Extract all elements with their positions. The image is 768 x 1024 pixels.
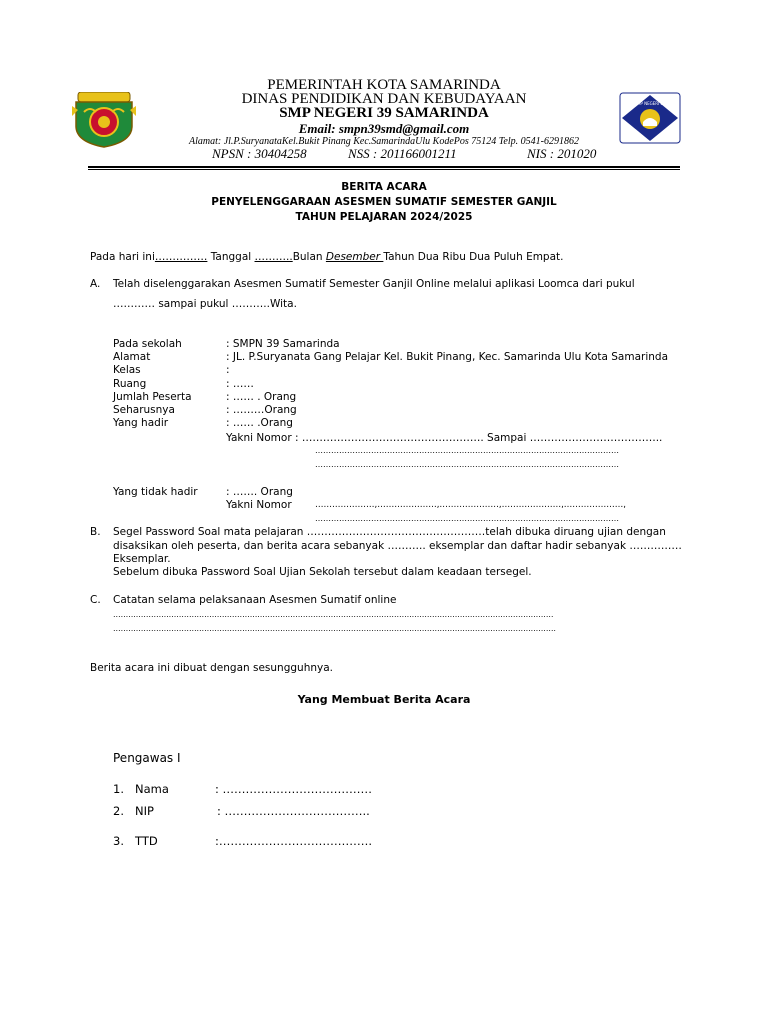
day-blank: …………… bbox=[154, 251, 208, 263]
section-c-dots-2: …………………………………………………………………………………………………………………………………………………………. bbox=[113, 624, 556, 633]
yakni-nomor-label-2: Yakni Nomor bbox=[226, 499, 292, 511]
date-blank: ……….. bbox=[254, 251, 293, 263]
nama-label: Nama bbox=[135, 782, 169, 796]
section-a-line1: Telah diselenggarakan Asesmen Sumatif Semester Ganjil Online melalui aplikasi Loomca dari pukul bbox=[113, 278, 635, 290]
item-number-1: 1. bbox=[113, 782, 124, 796]
letterhead-email: Email: smpn39smd@gmail.com bbox=[298, 121, 470, 136]
item-number-2: 2. bbox=[113, 804, 124, 818]
item-number-3: 3. bbox=[113, 834, 124, 848]
ttd-label: TTD bbox=[135, 834, 158, 848]
npsn: NPSN : 30404258 bbox=[212, 146, 307, 161]
hadir-value: : …… .Orang bbox=[226, 417, 293, 429]
letterhead-address: Alamat: Jl.P.SuryanataKel.Bukit Pinang Kec.SamarindaUlu KodePos 75124 Telp. 0541-6291862 bbox=[189, 136, 579, 147]
nip-value: : ……………………………….. bbox=[217, 804, 370, 818]
seharusnya-label: Seharusnya bbox=[113, 404, 175, 416]
dots-line-1: …………………………………………………………………………………………………… bbox=[315, 446, 619, 455]
section-a-letter: A. bbox=[90, 278, 101, 290]
letterhead-rule-thick bbox=[88, 166, 680, 168]
sekolah-label: Pada sekolah bbox=[113, 338, 182, 350]
jumlah-label: Jumlah Peserta bbox=[113, 391, 192, 403]
section-b-letter: B. bbox=[90, 526, 101, 538]
ttd-value: :…………………………………. bbox=[215, 834, 373, 848]
closing-statement: Berita acara ini dibuat dengan sesungguhnya. bbox=[90, 662, 333, 674]
section-b-line1: Segel Password Soal mata pelajaran ……………………………………………telah dibuka diruang ujian dengan bbox=[113, 526, 666, 538]
section-c-dots-1: ………………………………………………………………………………………………………………………………………………………… bbox=[113, 610, 554, 619]
alamat-label: Alamat bbox=[113, 351, 151, 363]
alamat-value: : JL. P.Suryanata Gang Pelajar Kel. Bukit Pinang, Kec. Samarinda Ulu Kota Samarinda bbox=[226, 351, 669, 363]
section-a-line2: ………… sampai pukul ………..Wita. bbox=[113, 298, 297, 310]
kelas-label: Kelas bbox=[113, 364, 141, 376]
section-b-line4: Sebelum dibuka Password Soal Ujian Sekolah tersebut dalam keadaan tersegel. bbox=[113, 566, 532, 578]
yakni-nomor-dots-2: …………………,…………………,…………………,…………………,…………………, bbox=[315, 500, 627, 510]
nama-value: : ………………………………… bbox=[215, 782, 373, 796]
section-b-line2: disaksikan oleh peserta, dan berita acara sebanyak ……….. eksemplar dan daftar hadir sebanyak …………… bbox=[113, 540, 682, 552]
section-c-line1: Catatan selama pelaksanaan Asesmen Sumatif online bbox=[113, 594, 397, 606]
ruang-value: : …… bbox=[226, 378, 254, 390]
yakni-nomor-line: Yakni Nomor : ……………………………………………. Sampai ……………………………….. bbox=[226, 432, 663, 444]
hadir-label: Yang hadir bbox=[113, 417, 169, 429]
nss: NSS : 201166001211 bbox=[348, 146, 457, 161]
sekolah-value: : SMPN 39 Samarinda bbox=[226, 338, 340, 350]
kelas-value: : bbox=[226, 364, 230, 376]
dots-line-3: …………………………………………………………………………………………………… bbox=[315, 514, 619, 523]
doc-title-1: BERITA ACARA bbox=[341, 181, 427, 193]
section-b-line3: Eksemplar. bbox=[113, 553, 171, 565]
letterhead-rule-thin bbox=[88, 169, 680, 170]
month-value: Desember bbox=[325, 251, 384, 263]
nis: NIS : 201020 bbox=[527, 146, 597, 161]
signature-heading: Yang Membuat Berita Acara bbox=[297, 693, 471, 706]
letterhead-line1: PEMERINTAH KOTA SAMARINDA bbox=[267, 77, 501, 93]
ruang-label: Ruang bbox=[113, 378, 147, 390]
tidak-hadir-value: : ……. Orang bbox=[226, 486, 293, 498]
letterhead-line2: DINAS PENDIDIKAN DAN KEBUDAYAAN bbox=[241, 91, 527, 107]
letterhead-school: SMP NEGERI 39 SAMARINDA bbox=[279, 105, 489, 121]
section-c-letter: C. bbox=[90, 594, 101, 606]
nip-label: NIP bbox=[135, 804, 154, 818]
opening-line: Pada hari ini…………… Tanggal ………..Bulan Desember Tahun Dua Ribu Dua Puluh Empat. bbox=[90, 251, 564, 263]
jumlah-value: : …… . Orang bbox=[226, 391, 297, 403]
seharusnya-value: : ………Orang bbox=[226, 404, 297, 416]
tidak-hadir-label: Yang tidak hadir bbox=[113, 486, 198, 498]
doc-title-2: PENYELENGGARAAN ASESMEN SUMATIF SEMESTER GANJIL bbox=[211, 196, 557, 208]
school-logo-text: SMP NEGERI 39 bbox=[634, 101, 666, 106]
pengawas-label: Pengawas I bbox=[113, 751, 181, 765]
doc-title-3: TAHUN PELAJARAN 2024/2025 bbox=[295, 211, 473, 223]
dots-line-2: …………………………………………………………………………………………………… bbox=[315, 460, 619, 469]
